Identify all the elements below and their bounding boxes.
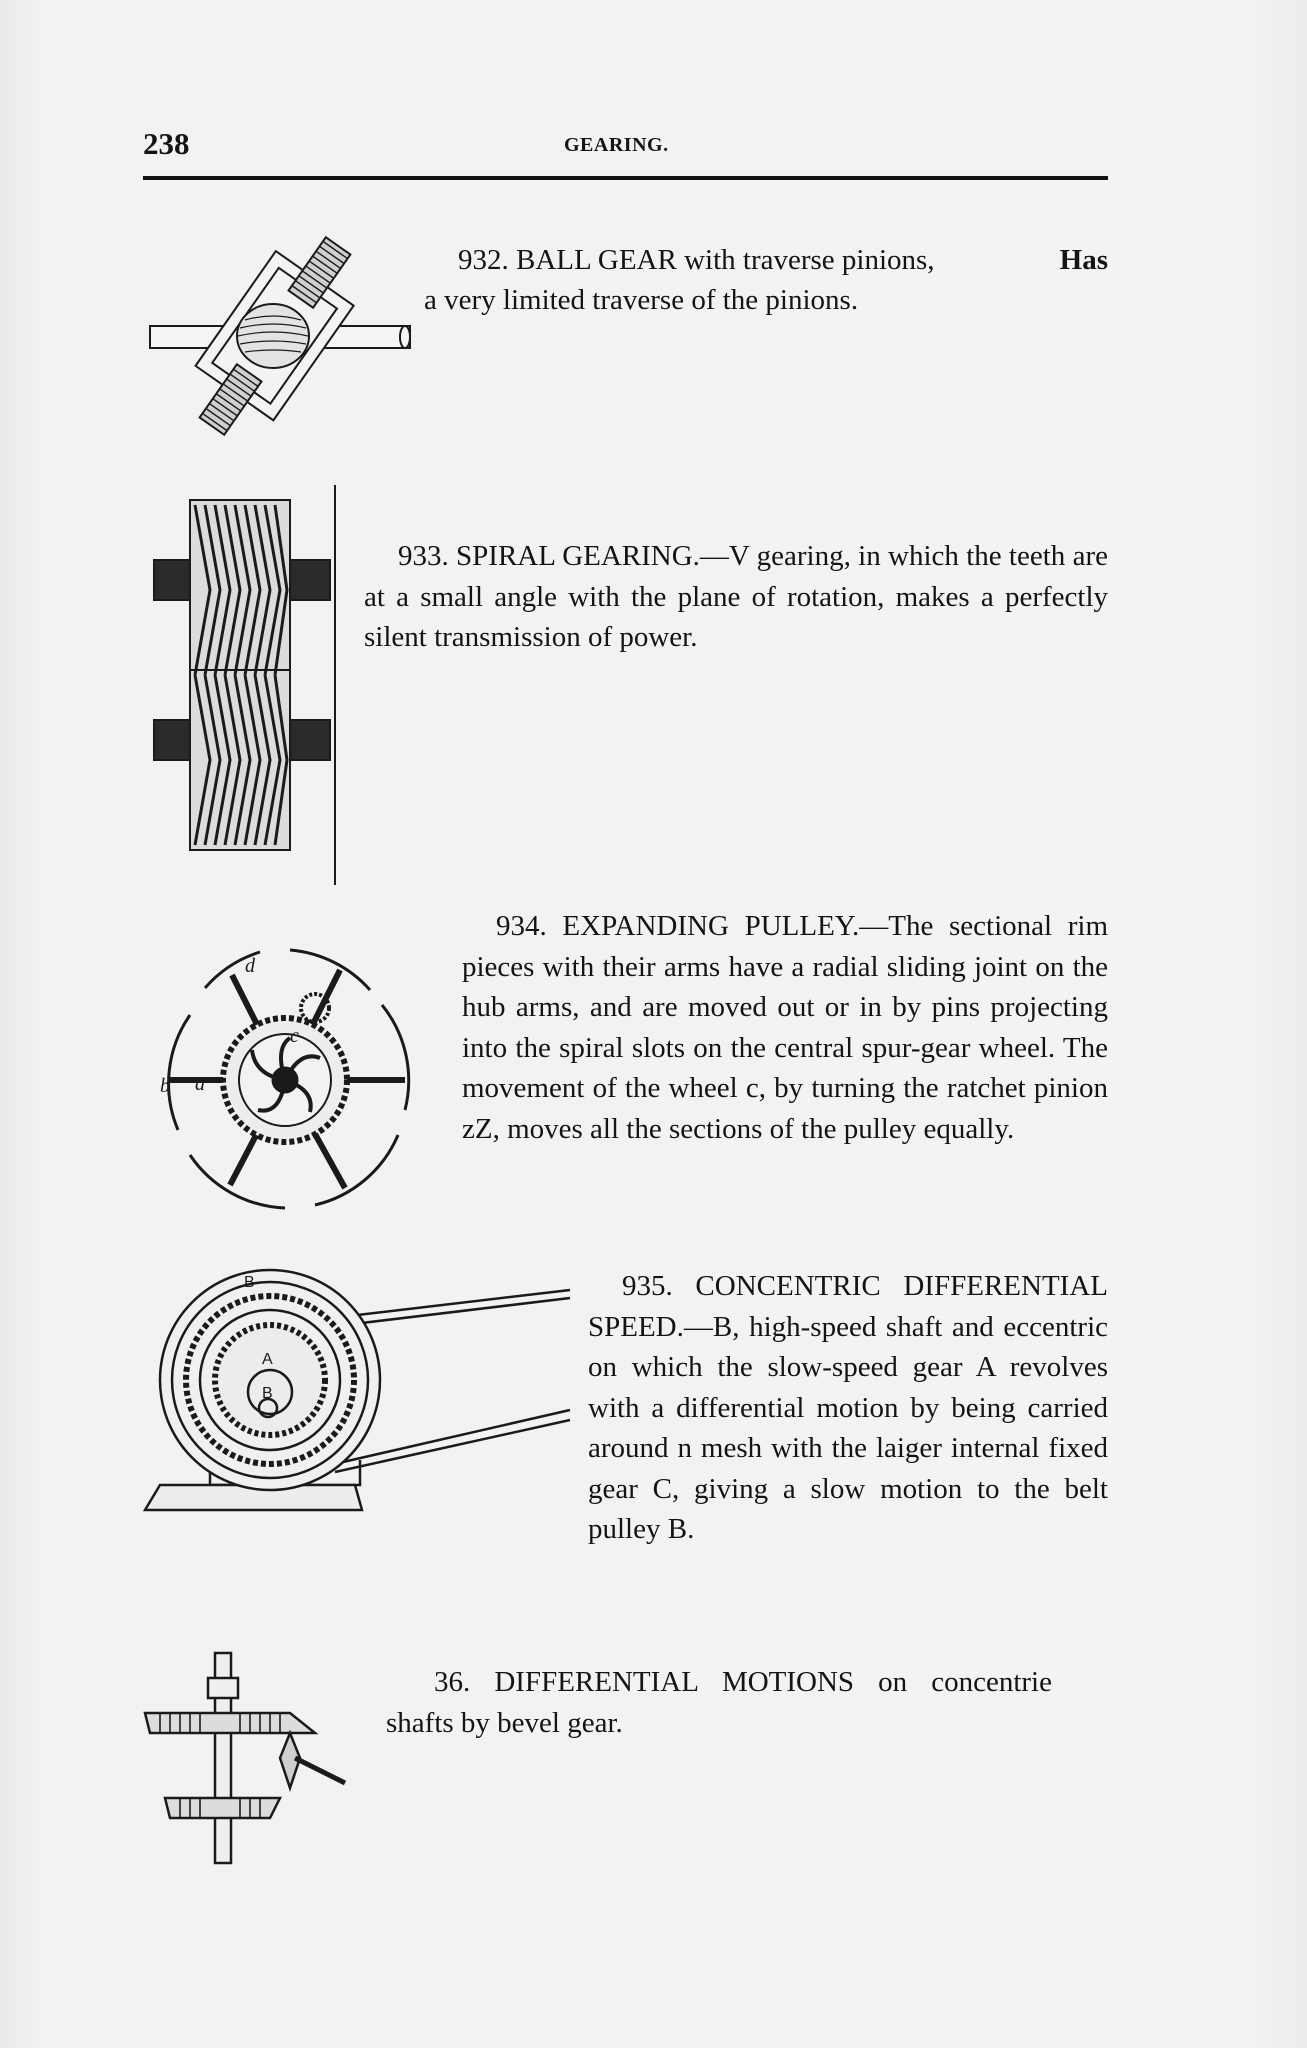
figure-bevel-differential bbox=[140, 1648, 360, 1868]
entry-934: 934. EXPANDING PULLEY.—The sectional rim pieces with their arms have a radial sliding joint on the hub arms, and are moved out or in by pins projecting into the spiral slots on the central spur-gear wheel. The movement of the wheel c, by turning the ratchet pinion zZ, moves all the sections of the pulley equally. bbox=[462, 910, 1108, 1145]
entry-932-line1 bbox=[458, 240, 1108, 281]
figure-spiral-gearing bbox=[150, 480, 340, 890]
figure-expanding-pulley bbox=[150, 930, 420, 1230]
running-title: GEARING. bbox=[564, 134, 669, 156]
entry-935: 935. CONCENTRIC DIFFERENTIAL SPEED.—B, high-speed shaft and eccentric on which the slow-speed gear A revolves with a differential motion by being carried around n mesh with the laiger internal fixed gear C, giving a slow motion to the belt pulley B. bbox=[588, 1270, 1108, 1545]
label-c: c bbox=[290, 1025, 299, 1047]
entry-936: 36. DIFFERENTIAL MOTIONS on concentrie shafts by bevel gear. bbox=[386, 1666, 1052, 1739]
label-a: a bbox=[195, 1073, 205, 1095]
entry-933: 933. SPIRAL GEARING.—V gearing, in which the teeth are at a small angle with the plane of rotation, makes a perfectly silent transmission of power. bbox=[364, 540, 1108, 653]
entry-932-line2: a very limited traverse of the pinions. bbox=[424, 284, 859, 316]
label-d: d bbox=[245, 955, 255, 977]
label-b: b bbox=[160, 1075, 170, 1097]
header-rule bbox=[143, 176, 1108, 180]
figure-ball-gear bbox=[145, 228, 415, 448]
label-A: A bbox=[262, 1351, 273, 1368]
label-B: B bbox=[262, 1385, 273, 1402]
page-number: 238 bbox=[143, 126, 190, 161]
entry-932-text: 932. BALL GEAR with traverse pinions, bbox=[458, 244, 935, 276]
label-B-top: B bbox=[244, 1274, 255, 1291]
figure-concentric-differential bbox=[140, 1260, 580, 1540]
entry-932-bold: Has bbox=[1059, 244, 1108, 276]
